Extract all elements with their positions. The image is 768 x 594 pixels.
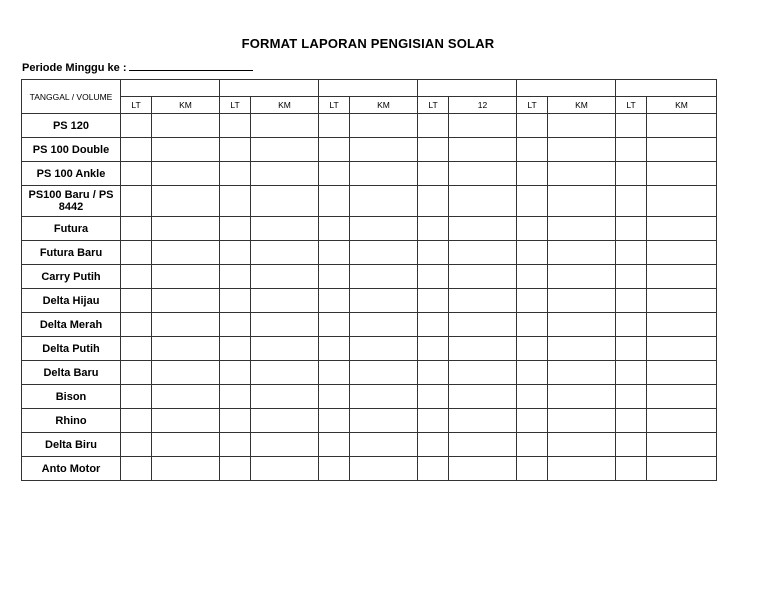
entry-cell[interactable] [449,313,517,337]
entry-cell[interactable] [350,217,418,241]
entry-cell[interactable] [251,186,319,217]
entry-cell[interactable] [616,138,647,162]
entry-cell[interactable] [251,361,319,385]
entry-cell[interactable] [647,114,717,138]
entry-cell[interactable] [121,241,152,265]
corner-header: TANGGAL / VOLUME [22,80,121,114]
entry-cell[interactable] [319,138,350,162]
entry-cell[interactable] [517,409,548,433]
entry-cell[interactable] [251,138,319,162]
entry-cell[interactable] [548,241,616,265]
entry-cell[interactable] [319,385,350,409]
entry-cell[interactable] [319,217,350,241]
entry-cell[interactable] [616,217,647,241]
entry-cell[interactable] [548,289,616,313]
vehicle-name: Bison [22,385,121,409]
entry-cell[interactable] [449,265,517,289]
subheader-cell: LT [220,97,251,114]
entry-cell[interactable] [350,114,418,138]
vehicle-name: Delta Hijau [22,289,121,313]
table-row [22,313,717,337]
entry-cell[interactable] [418,186,449,217]
entry-cell[interactable] [121,313,152,337]
entry-cell[interactable] [517,337,548,361]
entry-cell[interactable] [121,385,152,409]
entry-cell[interactable] [616,186,647,217]
entry-cell[interactable] [647,217,717,241]
entry-cell[interactable] [449,186,517,217]
date-cell[interactable] [220,80,319,97]
entry-cell[interactable] [319,114,350,138]
vehicle-name: Delta Baru [22,361,121,385]
subheader-cell: KM [647,97,717,114]
entry-cell[interactable] [220,114,251,138]
table-row [22,265,717,289]
vehicle-name: Delta Biru [22,433,121,457]
entry-cell[interactable] [616,241,647,265]
entry-cell[interactable] [548,217,616,241]
entry-cell[interactable] [121,162,152,186]
entry-cell[interactable] [251,241,319,265]
entry-cell[interactable] [647,361,717,385]
entry-cell[interactable] [449,409,517,433]
periode-field [22,59,253,74]
entry-cell[interactable] [152,241,220,265]
entry-cell[interactable] [548,114,616,138]
entry-cell[interactable] [220,162,251,186]
entry-cell[interactable] [350,337,418,361]
entry-cell[interactable] [449,114,517,138]
entry-cell[interactable] [517,186,548,217]
entry-cell[interactable] [350,289,418,313]
entry-cell[interactable] [449,337,517,361]
entry-cell[interactable] [548,361,616,385]
entry-cell[interactable] [251,265,319,289]
entry-cell[interactable] [152,217,220,241]
vehicle-name: Futura [22,217,121,241]
entry-cell[interactable] [548,409,616,433]
entry-cell[interactable] [616,361,647,385]
entry-cell[interactable] [152,265,220,289]
table-row [22,337,717,361]
date-cell[interactable] [616,80,717,97]
entry-cell[interactable] [616,457,647,481]
entry-cell[interactable] [647,162,717,186]
entry-cell[interactable] [418,313,449,337]
entry-cell[interactable] [319,241,350,265]
entry-cell[interactable] [449,433,517,457]
entry-cell[interactable] [350,433,418,457]
entry-cell[interactable] [350,409,418,433]
date-header-row [22,80,717,97]
entry-cell[interactable] [517,162,548,186]
table-row [22,385,717,409]
table-row [22,361,717,385]
entry-cell[interactable] [251,457,319,481]
entry-cell[interactable] [616,433,647,457]
fuel-report-table [21,79,717,481]
entry-cell[interactable] [251,114,319,138]
entry-cell[interactable] [350,313,418,337]
subheader-cell: KM [350,97,418,114]
entry-cell[interactable] [319,361,350,385]
entry-cell[interactable] [220,241,251,265]
entry-cell[interactable] [418,433,449,457]
entry-cell[interactable] [220,138,251,162]
entry-cell[interactable] [418,114,449,138]
entry-cell[interactable] [152,337,220,361]
entry-cell[interactable] [251,289,319,313]
entry-cell[interactable] [449,457,517,481]
entry-cell[interactable] [418,217,449,241]
entry-cell[interactable] [319,162,350,186]
table-row [22,138,717,162]
subheader-cell: LT [121,97,152,114]
document-title: FORMAT LAPORAN PENGISIAN SOLAR [241,36,495,51]
vehicle-name: Carry Putih [22,265,121,289]
entry-cell[interactable] [319,265,350,289]
entry-cell[interactable] [647,289,717,313]
entry-cell[interactable] [548,265,616,289]
subheader-cell: LT [517,97,548,114]
entry-cell[interactable] [319,433,350,457]
entry-cell[interactable] [152,289,220,313]
entry-cell[interactable] [152,186,220,217]
entry-cell[interactable] [251,385,319,409]
entry-cell[interactable] [517,241,548,265]
entry-cell[interactable] [647,409,717,433]
table-row [22,217,717,241]
entry-cell[interactable] [548,433,616,457]
entry-cell[interactable] [220,457,251,481]
vehicle-name: Rhino [22,409,121,433]
entry-cell[interactable] [647,138,717,162]
entry-cell[interactable] [449,241,517,265]
entry-cell[interactable] [350,241,418,265]
entry-cell[interactable] [152,457,220,481]
entry-cell[interactable] [418,138,449,162]
vehicle-name: Futura Baru [22,241,121,265]
vehicle-name: Anto Motor [22,457,121,481]
entry-cell[interactable] [319,313,350,337]
entry-cell[interactable] [152,114,220,138]
entry-cell[interactable] [220,337,251,361]
entry-cell[interactable] [647,433,717,457]
table-row [22,186,717,217]
vehicle-name: Delta Putih [22,337,121,361]
entry-cell[interactable] [418,265,449,289]
entry-cell[interactable] [449,385,517,409]
entry-cell[interactable] [350,385,418,409]
date-cell[interactable] [121,80,220,97]
entry-cell[interactable] [647,265,717,289]
entry-cell[interactable] [449,217,517,241]
entry-cell[interactable] [121,361,152,385]
entry-cell[interactable] [220,385,251,409]
entry-cell[interactable] [220,186,251,217]
subheader-cell: 12 [449,97,517,114]
entry-cell[interactable] [152,361,220,385]
table-row [22,289,717,313]
entry-cell[interactable] [418,361,449,385]
entry-cell[interactable] [418,162,449,186]
entry-cell[interactable] [251,433,319,457]
entry-cell[interactable] [449,138,517,162]
entry-cell[interactable] [616,337,647,361]
entry-cell[interactable] [251,313,319,337]
entry-cell[interactable] [548,162,616,186]
table-row [22,457,717,481]
entry-cell[interactable] [449,361,517,385]
entry-cell[interactable] [319,337,350,361]
entry-cell[interactable] [418,457,449,481]
entry-cell[interactable] [350,186,418,217]
entry-cell[interactable] [220,289,251,313]
entry-cell[interactable] [517,289,548,313]
vehicle-name: PS 100 Double [22,138,121,162]
entry-cell[interactable] [121,265,152,289]
vehicle-name: Delta Merah [22,313,121,337]
periode-blank-line [129,59,253,71]
entry-cell[interactable] [647,457,717,481]
date-cell[interactable] [319,80,418,97]
entry-cell[interactable] [121,409,152,433]
entry-cell[interactable] [517,114,548,138]
entry-cell[interactable] [647,186,717,217]
entry-cell[interactable] [647,337,717,361]
vehicle-name: PS 120 [22,114,121,138]
entry-cell[interactable] [251,162,319,186]
periode-label: Periode Minggu ke [22,62,120,74]
table-row [22,241,717,265]
subheader-cell: KM [548,97,616,114]
entry-cell[interactable] [449,162,517,186]
entry-cell[interactable] [121,457,152,481]
entry-cell[interactable] [647,241,717,265]
entry-cell[interactable] [121,217,152,241]
entry-cell[interactable] [548,337,616,361]
entry-cell[interactable] [418,337,449,361]
entry-cell[interactable] [548,313,616,337]
vehicle-name: PS 100 Ankle [22,162,121,186]
entry-cell[interactable] [418,289,449,313]
entry-cell[interactable] [517,457,548,481]
entry-cell[interactable] [152,138,220,162]
date-cell[interactable] [517,80,616,97]
entry-cell[interactable] [616,114,647,138]
entry-cell[interactable] [319,457,350,481]
entry-cell[interactable] [548,138,616,162]
entry-cell[interactable] [220,433,251,457]
entry-cell[interactable] [251,337,319,361]
entry-cell[interactable] [251,217,319,241]
table-row [22,114,717,138]
entry-cell[interactable] [152,162,220,186]
entry-cell[interactable] [220,313,251,337]
entry-cell[interactable] [220,217,251,241]
entry-cell[interactable] [616,409,647,433]
entry-cell[interactable] [449,289,517,313]
entry-cell[interactable] [517,433,548,457]
entry-cell[interactable] [220,409,251,433]
entry-cell[interactable] [152,409,220,433]
entry-cell[interactable] [616,289,647,313]
subheader-row [22,97,717,114]
entry-cell[interactable] [121,433,152,457]
entry-cell[interactable] [350,162,418,186]
entry-cell[interactable] [121,138,152,162]
entry-cell[interactable] [517,138,548,162]
entry-cell[interactable] [647,385,717,409]
entry-cell[interactable] [517,385,548,409]
vehicle-name: PS100 Baru / PS 8442 [22,186,121,217]
entry-cell[interactable] [517,313,548,337]
entry-cell[interactable] [251,409,319,433]
periode-colon: : [122,62,127,74]
entry-cell[interactable] [548,385,616,409]
table-row [22,433,717,457]
entry-cell[interactable] [616,162,647,186]
table-row [22,409,717,433]
entry-cell[interactable] [548,457,616,481]
entry-cell[interactable] [647,313,717,337]
entry-cell[interactable] [152,313,220,337]
entry-cell[interactable] [418,385,449,409]
subheader-cell: KM [251,97,319,114]
entry-cell[interactable] [350,361,418,385]
subheader-cell: LT [418,97,449,114]
entry-cell[interactable] [319,289,350,313]
entry-cell[interactable] [350,265,418,289]
entry-cell[interactable] [517,265,548,289]
table-row [22,162,717,186]
entry-cell[interactable] [121,337,152,361]
entry-cell[interactable] [616,313,647,337]
entry-cell[interactable] [319,186,350,217]
entry-cell[interactable] [220,361,251,385]
entry-cell[interactable] [418,241,449,265]
entry-cell[interactable] [418,409,449,433]
subheader-cell: LT [319,97,350,114]
subheader-cell: KM [152,97,220,114]
entry-cell[interactable] [517,361,548,385]
entry-cell[interactable] [220,265,251,289]
date-cell[interactable] [418,80,517,97]
entry-cell[interactable] [548,186,616,217]
entry-cell[interactable] [121,114,152,138]
entry-cell[interactable] [121,186,152,217]
entry-cell[interactable] [121,289,152,313]
entry-cell[interactable] [517,217,548,241]
entry-cell[interactable] [350,457,418,481]
entry-cell[interactable] [350,138,418,162]
entry-cell[interactable] [616,385,647,409]
subheader-cell: LT [616,97,647,114]
entry-cell[interactable] [319,409,350,433]
entry-cell[interactable] [616,265,647,289]
entry-cell[interactable] [152,385,220,409]
entry-cell[interactable] [152,433,220,457]
